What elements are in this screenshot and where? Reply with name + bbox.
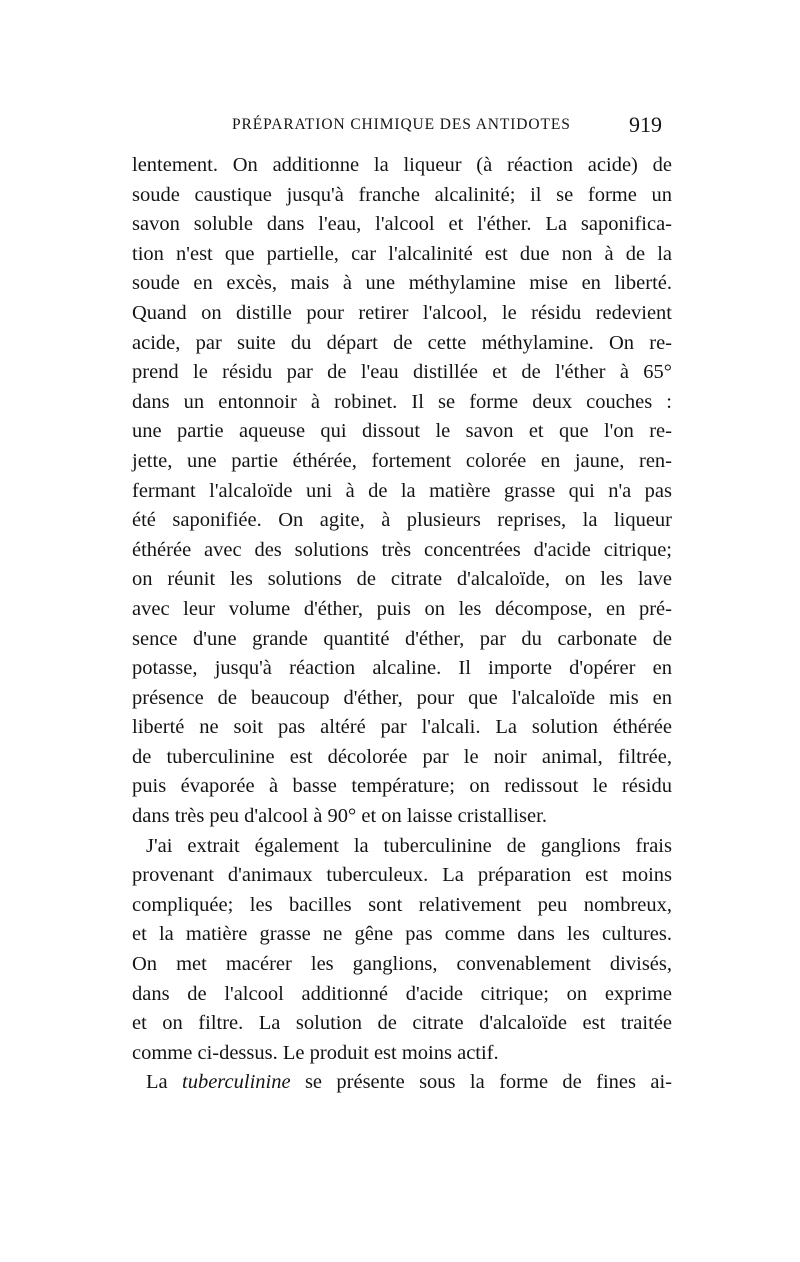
text-line: dans un entonnoir à robinet. Il se forme deux couches : [132, 390, 672, 413]
text-line: une partie aqueuse qui dissout le savon et que l'on re- [132, 420, 672, 443]
text-line: de tuberculinine est décolorée par le noir animal, filtrée, [132, 745, 672, 768]
running-title: PRÉPARATION CHIMIQUE DES ANTIDOTES [232, 116, 571, 133]
text-line: savon soluble dans l'eau, l'alcool et l'éther. La saponifica- [132, 213, 672, 236]
text-line: Quand on distille pour retirer l'alcool, le résidu redevient [132, 301, 672, 324]
text-line: éthérée avec des solutions très concentrées d'acide citrique; [132, 538, 672, 561]
italic-term: tuberculinine [182, 1071, 291, 1094]
text-line: on réunit les solutions de citrate d'alcaloïde, on les lave [132, 568, 672, 591]
text-line: tion n'est que partielle, car l'alcalinité est due non à de la [132, 242, 672, 265]
text-line: acide, par suite du départ de cette méthylamine. On re- [132, 331, 672, 354]
text-line: présence de beaucoup d'éther, pour que l'alcaloïde mis en [132, 686, 672, 709]
text-line: liberté ne soit pas altéré par l'alcali. La solution éthérée [132, 716, 672, 739]
paragraph-last-line: dans très peu d'alcool à 90° et on laisse cristalliser. [132, 805, 547, 828]
text-line: potasse, jusqu'à réaction alcaline. Il importe d'opérer en [132, 657, 672, 680]
text-line: soude caustique jusqu'à franche alcalinité; il se forme un [132, 183, 672, 206]
text-line: été saponifiée. On agite, à plusieurs reprises, la liqueur [132, 509, 672, 532]
running-header [232, 112, 662, 142]
final-line-end: se présente sous la forme de fines ai- [290, 1071, 673, 1094]
text-line: dans de l'alcool additionné d'acide citrique; on exprime [132, 982, 672, 1005]
paragraph-first-line: J'ai extrait également la tuberculinine de ganglions frais [146, 834, 672, 857]
text-line: et la matière grasse ne gêne pas comme dans les cultures. [132, 923, 672, 946]
text-line: On met macérer les ganglions, convenablement divisés, [132, 953, 672, 976]
text-line: prend le résidu par de l'eau distillée et de l'éther à 65° [132, 361, 672, 384]
text-line: avec leur volume d'éther, puis on les décompose, en pré- [132, 597, 672, 620]
body-text [132, 151, 672, 1098]
text-line: provenant d'animaux tuberculeux. La préparation est moins [132, 864, 672, 887]
paragraph-last-line: comme ci-dessus. Le produit est moins actif. [132, 1041, 499, 1064]
text-line: jette, une partie éthérée, fortement colorée en jaune, ren- [132, 449, 672, 472]
text-line: sence d'une grande quantité d'éther, par du carbonate de [132, 627, 672, 650]
text-line: lentement. On additionne la liqueur (à réaction acide) de [132, 154, 672, 176]
page-number: 919 [629, 112, 662, 137]
text-line: et on filtre. La solution de citrate d'alcaloïde est traitée [132, 1012, 672, 1035]
text-line: fermant l'alcaloïde uni à de la matière grasse qui n'a pas [132, 479, 672, 502]
final-line-start: La [146, 1071, 183, 1094]
paragraph-first-line [132, 1068, 672, 1098]
text-line: compliquée; les bacilles sont relativement peu nombreux, [132, 893, 672, 916]
text-line: soude en excès, mais à une méthylamine mise en liberté. [132, 272, 672, 295]
text-line: puis évaporée à basse température; on redissout le résidu [132, 775, 672, 798]
